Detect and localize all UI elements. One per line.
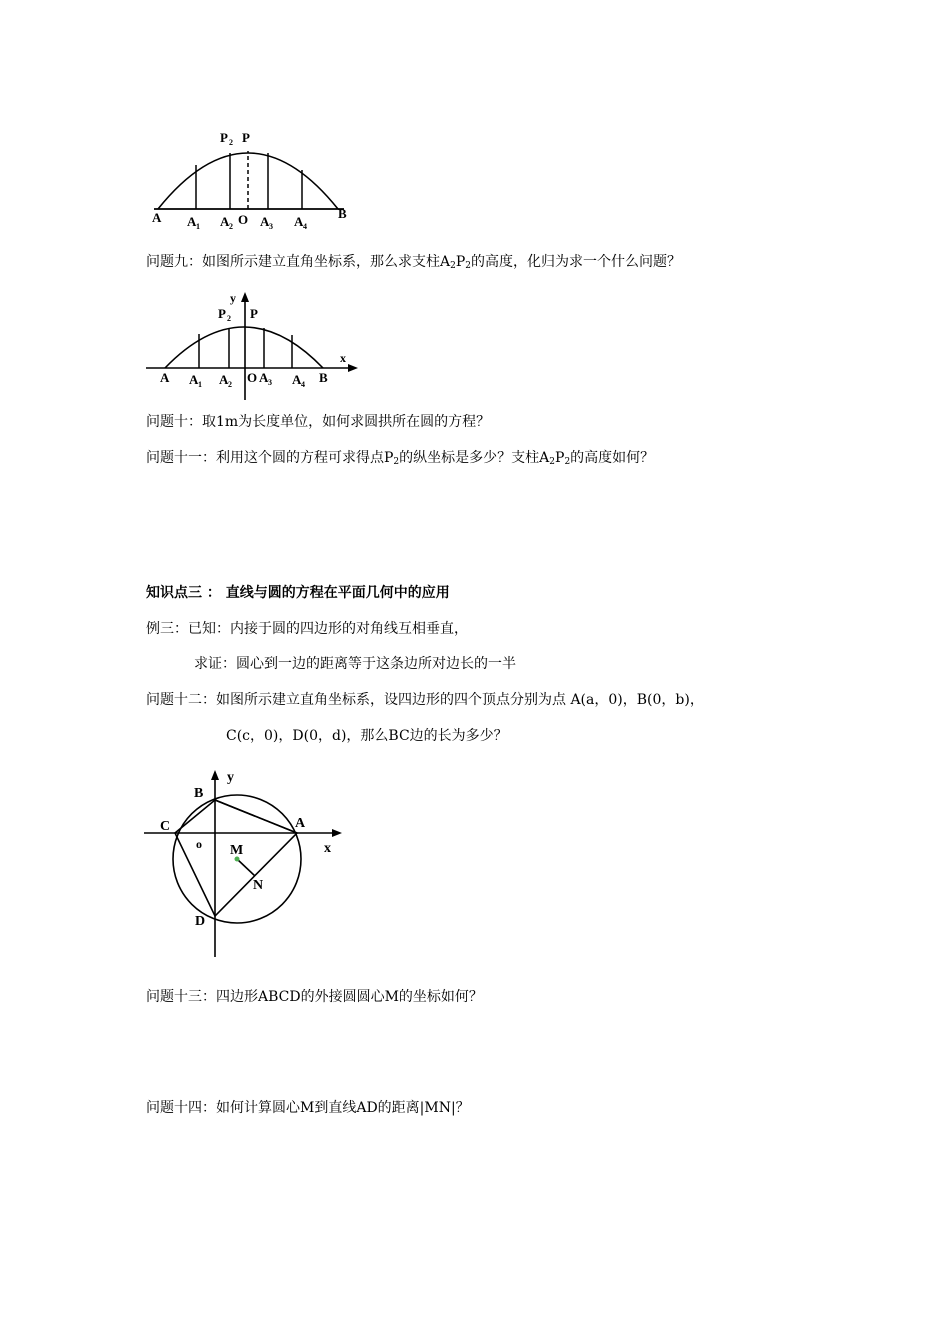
- segment-mn: [237, 859, 255, 876]
- svg-text:4: 4: [303, 222, 307, 230]
- svg-text:1: 1: [196, 222, 200, 230]
- label-m: M: [230, 843, 244, 858]
- label-a2: A: [219, 372, 229, 387]
- label-a3: A: [260, 214, 270, 229]
- label-o: O: [247, 370, 258, 385]
- label-x: x: [340, 351, 346, 365]
- question-11: 问题十一：利用这个圆的方程可求得点$P_2$的纵坐标是多少？支柱$A_2P_2$的高度如何？: [146, 450, 655, 467]
- arch-figure: [146, 125, 366, 230]
- label-p2: P: [220, 130, 228, 145]
- arch-coordinate-figure: [140, 288, 365, 403]
- question-12-line-1: 问题十二：如图所示建立直角坐标系，设四边形的四个顶点分别为点 A(a，0)，B(0，b)，: [146, 692, 704, 708]
- svg-text:2: 2: [228, 380, 232, 389]
- label-y: y: [230, 291, 236, 305]
- label-a4: A: [294, 214, 304, 229]
- question-10: 问题十：取1m为长度单位，如何求圆拱所在圆的方程？: [146, 414, 491, 430]
- svg-text:4: 4: [301, 380, 305, 389]
- question-13: 问题十三：四边形ABCD的外接圆圆心M的坐标如何？: [146, 989, 483, 1005]
- y-axis-arrow: [211, 770, 219, 780]
- label-a1: A: [187, 214, 197, 229]
- label-a: A: [152, 210, 162, 225]
- x-axis-arrow: [332, 829, 342, 837]
- label-a1: A: [189, 372, 199, 387]
- label-a3: A: [259, 370, 269, 385]
- question-9: 问题九：如图所示建立直角坐标系，那么求支柱$A_2P_2$的高度，化归为求一个什么问题？: [146, 254, 681, 271]
- label-d: D: [195, 914, 206, 929]
- label-a4: A: [292, 372, 302, 387]
- label-a: A: [295, 816, 306, 831]
- label-p: P: [250, 306, 258, 321]
- x-axis-arrow: [348, 364, 358, 372]
- svg-text:2: 2: [229, 138, 233, 147]
- label-p2: P: [218, 306, 226, 321]
- svg-text:3: 3: [269, 222, 273, 230]
- label-a2: A: [220, 214, 230, 229]
- svg-text:2: 2: [229, 222, 233, 230]
- label-n: N: [253, 878, 264, 893]
- y-axis-arrow: [241, 292, 249, 302]
- svg-text:3: 3: [268, 378, 272, 387]
- svg-text:1: 1: [198, 380, 202, 389]
- svg-text:2: 2: [227, 314, 231, 323]
- example-3-line-2: 求证：圆心到一边的距离等于这条边所对边长的一半: [194, 656, 516, 672]
- label-x: x: [324, 841, 331, 856]
- label-a: A: [160, 370, 170, 385]
- label-p: P: [242, 130, 250, 145]
- label-b: B: [338, 206, 347, 221]
- arch-curve: [165, 327, 323, 368]
- section-title-knowledge-3: 知识点三 ： 直线与圆的方程在平面几何中的应用: [146, 585, 450, 601]
- label-o: o: [196, 837, 202, 851]
- example-3-line-1: 例三：已知：内接于圆的四边形的对角线互相垂直，: [146, 621, 468, 637]
- label-o: O: [238, 212, 249, 227]
- question-12-line-2: C(c，0)，D(0，d)，那么BC边的长为多少？: [226, 728, 508, 744]
- question-14: 问题十四：如何计算圆心M到直线AD的距离|MN|？: [146, 1100, 470, 1116]
- inscribed-quadrilateral-figure: [140, 765, 350, 960]
- label-b: B: [194, 786, 204, 801]
- label-c: C: [160, 819, 171, 834]
- label-y: y: [227, 770, 234, 785]
- label-b: B: [319, 370, 328, 385]
